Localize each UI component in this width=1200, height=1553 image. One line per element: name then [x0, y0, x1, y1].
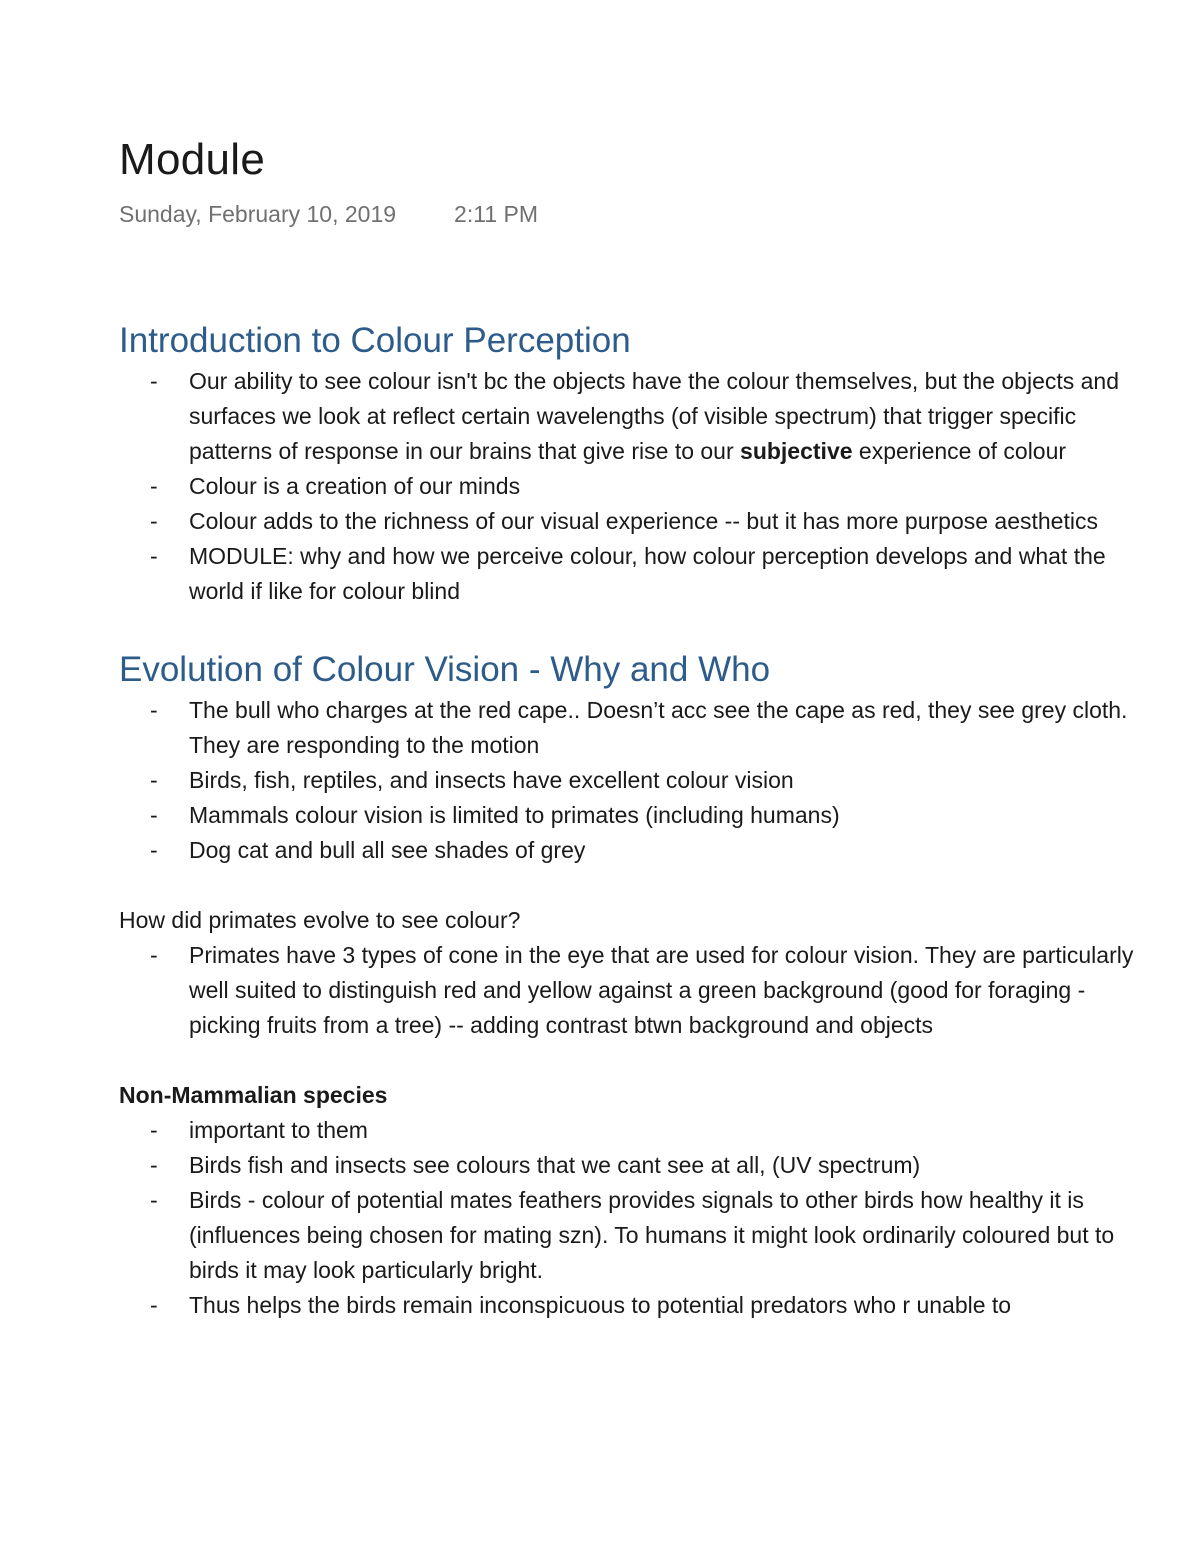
list-item-text: Colour is a creation of our minds: [189, 473, 521, 499]
list-item-text: Birds - colour of potential mates feathers provides signals to other birds how healthy it is (influences being chosen for mating szn). To humans it might look ordinarily coloured but to birds it may look particularly bright.: [189, 1187, 1115, 1283]
list-item-text: important to them: [189, 1117, 368, 1143]
list-item-text: Primates have 3 types of cone in the eye that are used for colour vision. They are particularly well suited to distinguish red and yellow against a green background (good for foraging - picking fruits from a tree) -- adding contrast btwn background and objects: [189, 942, 1134, 1038]
section-heading-evolution: Evolution of Colour Vision - Why and Who: [119, 650, 771, 689]
dash-bullet: -: [150, 1187, 158, 1213]
spacer: [119, 609, 1159, 647]
dash-bullet: -: [150, 1292, 158, 1318]
list-item-text: Birds fish and insects see colours that we cant see at all, (UV spectrum): [189, 1152, 921, 1178]
page-title: Module: [119, 135, 266, 184]
list-item: [119, 798, 1159, 833]
dash-bullet: -: [150, 697, 158, 723]
list-item-text: Dog cat and bull all see shades of grey: [189, 837, 586, 863]
list-item: [119, 1113, 1159, 1148]
list-item: [119, 504, 1159, 539]
list-item: [119, 1183, 1159, 1288]
dash-bullet: -: [150, 942, 158, 968]
list-item: [119, 1288, 1159, 1323]
dash-bullet: -: [150, 543, 158, 569]
list-item: [119, 539, 1159, 609]
list-item-bold: subjective: [740, 438, 853, 464]
note-content: [119, 318, 1159, 1323]
intro-list: [119, 364, 1159, 609]
note-time: 2:11 PM: [454, 201, 538, 227]
list-item: [119, 469, 1159, 504]
dash-bullet: -: [150, 767, 158, 793]
nonmammal-list: [119, 1113, 1159, 1323]
dash-bullet: -: [150, 473, 158, 499]
list-item-text: experience of colour: [852, 438, 1067, 464]
list-item: [119, 938, 1159, 1043]
list-item: [119, 763, 1159, 798]
list-item-text: Birds, fish, reptiles, and insects have excellent colour vision: [189, 767, 794, 793]
list-item: [119, 364, 1159, 469]
list-item-text: Colour adds to the richness of our visual experience -- but it has more purpose aesthetics: [189, 508, 1098, 534]
list-item-text: Mammals colour vision is limited to primates (including humans): [189, 802, 840, 828]
dash-bullet: -: [150, 837, 158, 863]
primates-question: How did primates evolve to see colour?: [119, 907, 521, 933]
dash-bullet: -: [150, 368, 158, 394]
evolution-list: [119, 693, 1159, 868]
section-heading-intro: Introduction to Colour Perception: [119, 321, 631, 360]
primates-list: [119, 938, 1159, 1043]
dash-bullet: -: [150, 1152, 158, 1178]
nonmammal-heading: Non-Mammalian species: [119, 1082, 388, 1108]
spacer: [119, 1043, 1159, 1078]
spacer: [119, 868, 1159, 903]
list-item: [119, 693, 1159, 763]
dash-bullet: -: [150, 802, 158, 828]
dash-bullet: -: [150, 1117, 158, 1143]
list-item: [119, 1148, 1159, 1183]
list-item-text: The bull who charges at the red cape.. Doesn’t acc see the cape as red, they see grey cloth. They are responding to the motion: [189, 697, 1128, 758]
list-item-text: Our ability to see colour isn't bc the objects have the colour themselves, but the objects and surfaces we look at reflect certain wavelengths (of visible spectrum) that trigger specific patterns of response in our brains that give rise to our: [189, 368, 1120, 464]
note-date: Sunday, February 10, 2019: [119, 201, 397, 227]
list-item: [119, 833, 1159, 868]
list-item-text: MODULE: why and how we perceive colour, how colour perception develops and what the world if like for colour blind: [189, 543, 1106, 604]
note-meta: [119, 199, 538, 229]
dash-bullet: -: [150, 508, 158, 534]
list-item-text: Thus helps the birds remain inconspicuous to potential predators who r unable to: [189, 1292, 1012, 1318]
